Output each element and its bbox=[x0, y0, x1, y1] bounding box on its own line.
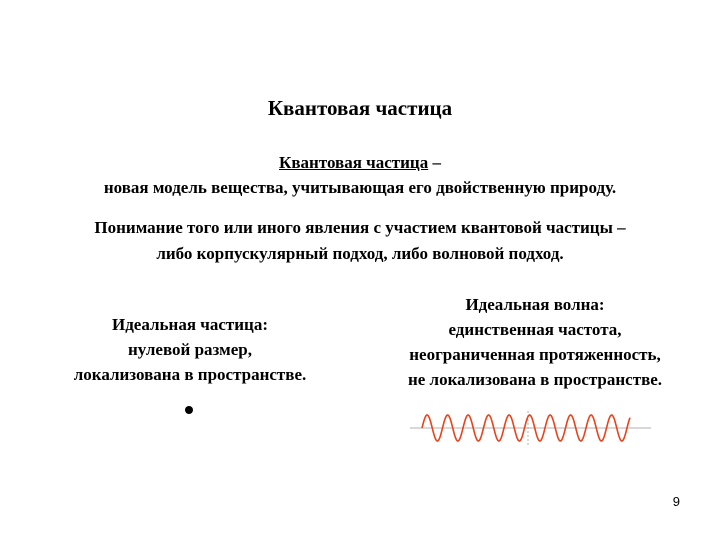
page-number: 9 bbox=[672, 494, 680, 509]
approach-line-1: Понимание того или иного явления с участием квантовой частицы – bbox=[94, 218, 626, 237]
definition-block bbox=[0, 150, 720, 200]
particle-line-2: нулевой размер, bbox=[128, 340, 252, 359]
approach-block bbox=[0, 215, 720, 267]
wave-description bbox=[370, 292, 700, 392]
definition-term: Квантовая частица bbox=[279, 153, 429, 172]
approach-line-2: либо корпускулярный подход, либо волновой подход. bbox=[156, 244, 564, 263]
wave-illustration bbox=[408, 405, 653, 451]
particle-description bbox=[30, 312, 350, 387]
definition-heading bbox=[0, 150, 720, 175]
wave-line-3: неограниченная протяженность, bbox=[409, 345, 661, 364]
wave-line-4: не локализована в пространстве. bbox=[407, 370, 663, 389]
wave-line-1: Идеальная волна: bbox=[465, 295, 605, 314]
definition-dash: – bbox=[428, 153, 441, 172]
wave-line-2: единственная частота, bbox=[448, 320, 622, 339]
particle-line-1: Идеальная частица: bbox=[111, 315, 269, 334]
definition-text: новая модель вещества, учитывающая его двойственную природу. bbox=[103, 178, 617, 197]
particle-line-3: локализована в пространстве. bbox=[73, 365, 307, 384]
slide-title: Квантовая частица bbox=[267, 96, 453, 120]
particle-dot bbox=[185, 406, 193, 414]
